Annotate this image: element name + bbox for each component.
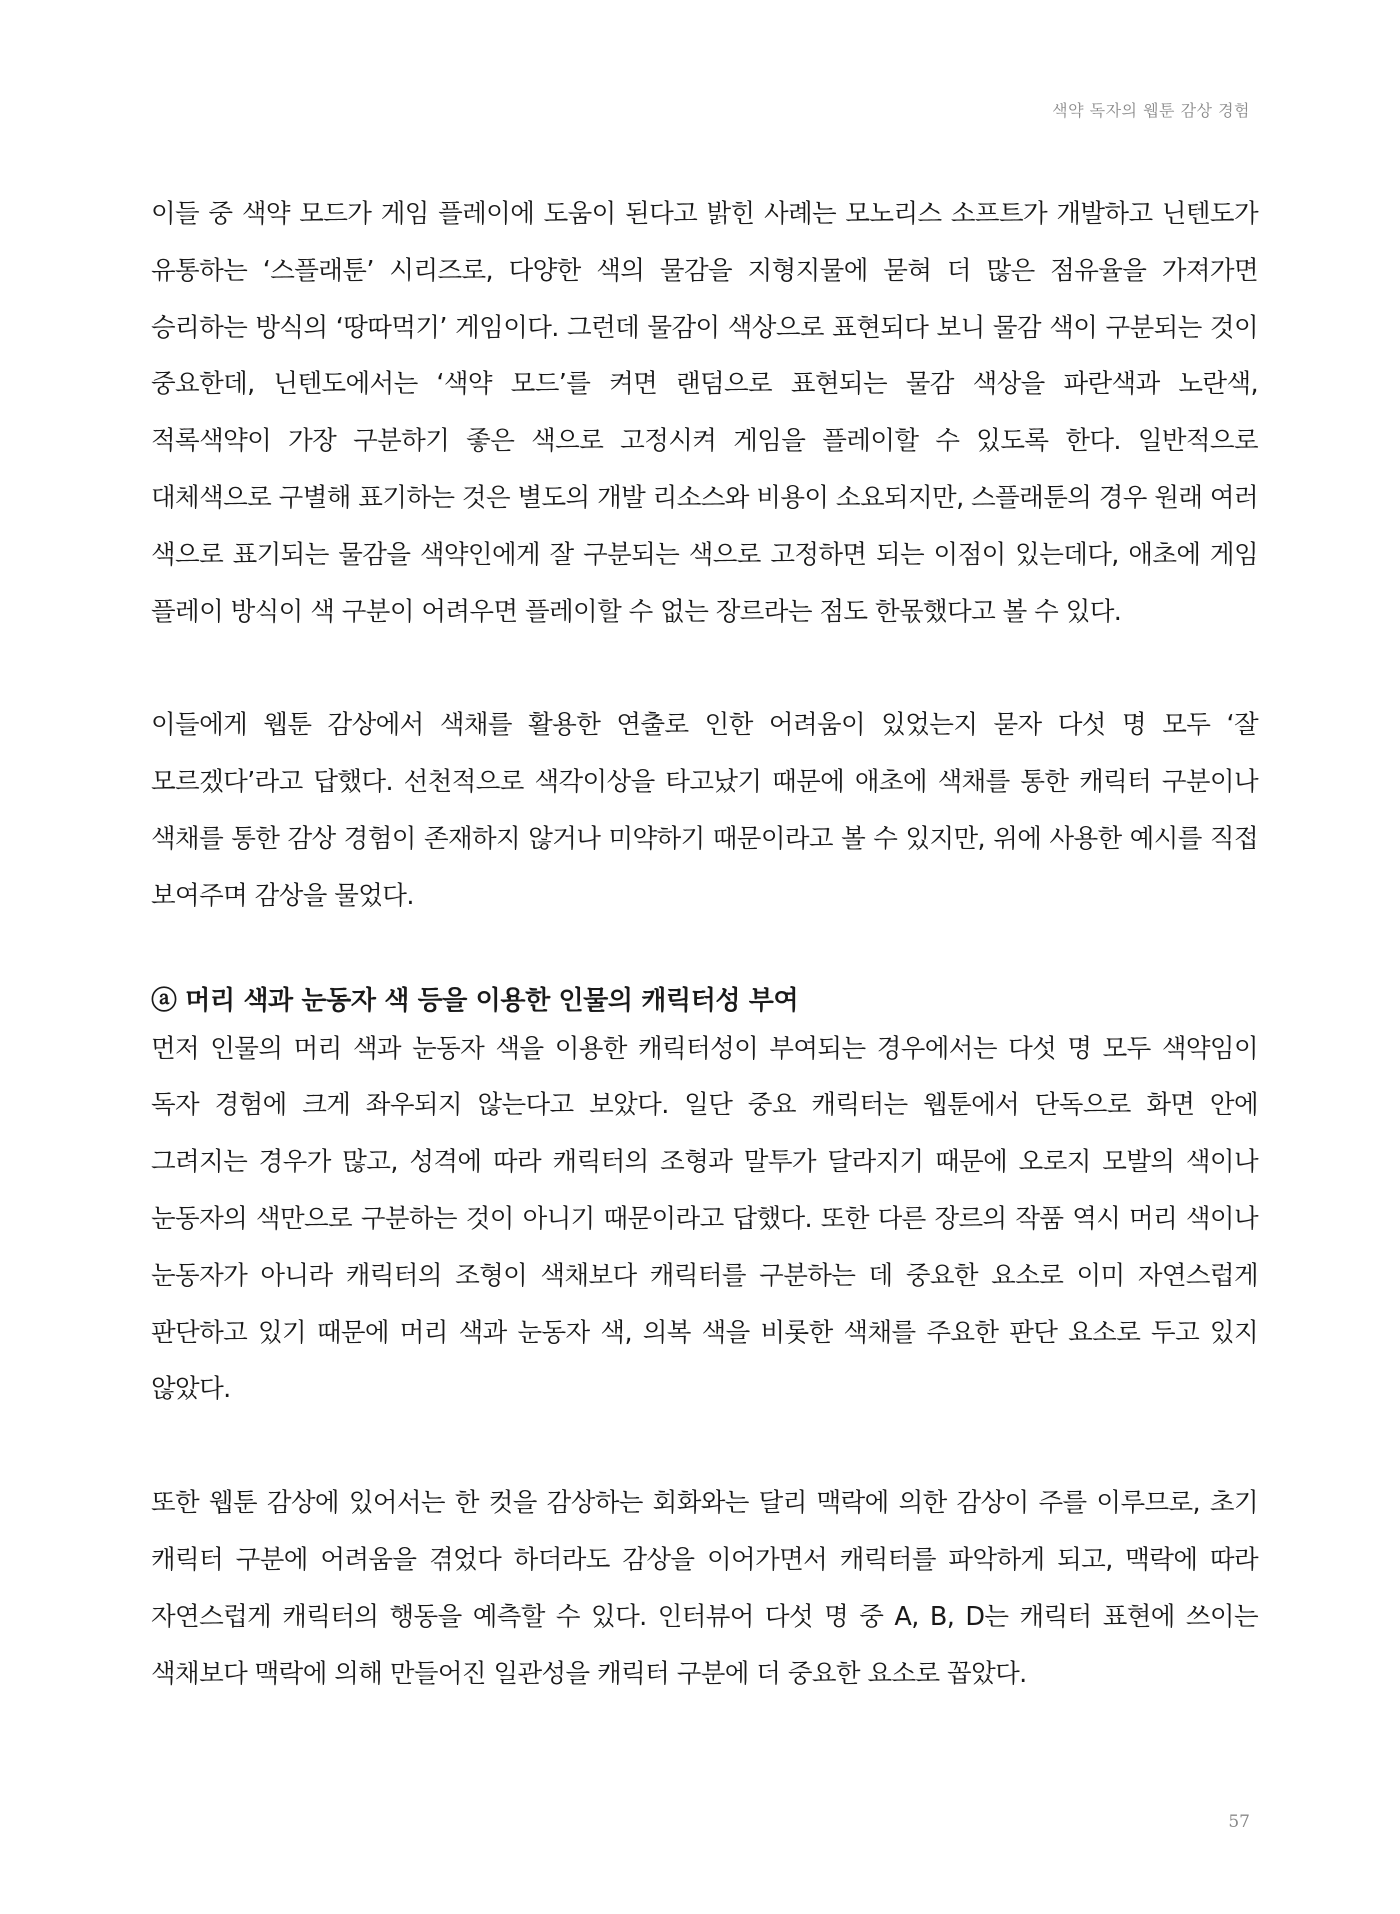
page-number: 57 — [1228, 1812, 1250, 1832]
body-paragraph-4: 또한 웹툰 감상에 있어서는 한 컷을 감상하는 회화와는 달리 맥락에 의한 감상이 주를 이루므로, 초기 캐릭터 구분에 어려움을 겪었다 하더라도 감상을 이어가면서 캐릭터를 파악하게 되고, 맥락에 따라 자연스럽게 캐릭터의 행동을 예측할 수 있다. 인터뷰어 다섯 명 중 A, B, D는 캐릭터 표현에 쓰이는 색채보다 맥락에 의해 만들어진 일관성을 캐릭터 구분에 더 중요한 요소로 꼽았다. — [151, 1488, 1258, 1689]
paragraph-spacer — [151, 1418, 1258, 1475]
running-header: 색약 독자의 웹툰 감상 경험 — [1052, 101, 1250, 120]
section-subheading: ⓐ 머리 색과 눈동자 색 등을 이용한 인물의 캐릭터성 부여 — [151, 985, 799, 1016]
body-paragraph-2: 이들에게 웹툰 감상에서 색채를 활용한 연출로 인한 어려움이 있었는지 묻자 다섯 명 모두 ‘잘 모르겠다’라고 답했다. 선천적으로 색각이상을 타고났기 때문에 애초에 색채를 통한 캐릭터 구분이나 색채를 통한 감상 경험이 존재하지 않거나 미약하기 때문이라고 볼 수 있지만, 위에 사용한 예시를 직접 보여주며 감상을 물었다. — [151, 710, 1258, 911]
paragraph-spacer — [151, 925, 1258, 981]
page-body — [151, 186, 1258, 1702]
paragraph-spacer — [151, 640, 1258, 697]
body-paragraph-1: 이들 중 색약 모드가 게임 플레이에 도움이 된다고 밝힌 사례는 모노리스 소프트가 개발하고 닌텐도가 유통하는 ‘스플래툰’ 시리즈로, 다양한 색의 물감을 지형지물에 묻혀 더 많은 점유율을 가져가면 승리하는 방식의 ‘땅따먹기’ 게임이다. 그런데 물감이 색상으로 표현되다 보니 물감 색이 구분되는 것이 중요한데, 닌텐도에서는 ‘색약 모드’를 켜면 랜덤으로 표현되는 물감 색상을 파란색과 노란색, 적록색약이 가장 구분하기 좋은 색으로 고정시켜 게임을 플레이할 수 있도록 한다. 일반적으로 대체색으로 구별해 표기하는 것은 별도의 개발 리소스와 비용이 소요되지만, 스플래툰의 경우 원래 여러 색으로 표기되는 물감을 색약인에게 잘 구분되는 색으로 고정하면 되는 이점이 있는데다, 애초에 게임 플레이 방식이 색 구분이 어려우면 플레이할 수 없는 장르라는 점도 한몫했다고 볼 수 있다. — [151, 199, 1258, 627]
body-paragraph-3: 먼저 인물의 머리 색과 눈동자 색을 이용한 캐릭터성이 부여되는 경우에서는 다섯 명 모두 색약임이 독자 경험에 크게 좌우되지 않는다고 보았다. 일단 중요 캐릭터는 웹툰에서 단독으로 화면 안에 그려지는 경우가 많고, 성격에 따라 캐릭터의 조형과 말투가 달라지기 때문에 오로지 모발의 색이나 눈동자의 색만으로 구분하는 것이 아니기 때문이라고 답했다. 또한 다른 장르의 작품 역시 머리 색이나 눈동자가 아니라 캐릭터의 조형이 색채보다 캐릭터를 구분하는 데 중요한 요소로 이미 자연스럽게 판단하고 있기 때문에 머리 색과 눈동자 색, 의복 색을 비롯한 색채를 주요한 판단 요소로 두고 있지 않았다. — [151, 1033, 1258, 1405]
